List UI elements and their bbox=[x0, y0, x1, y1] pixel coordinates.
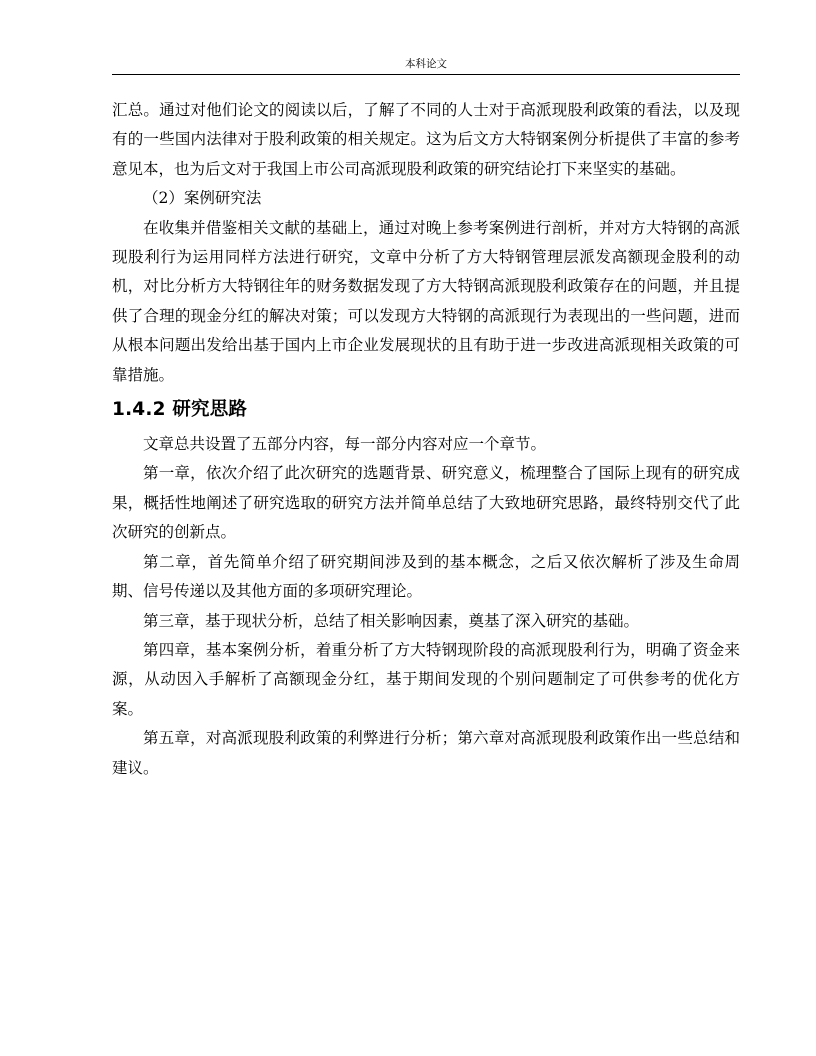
running-header: 本科论文 bbox=[405, 58, 447, 70]
section-heading-research-approach: 1.4.2 研究思路 bbox=[112, 399, 248, 421]
paragraph-chapter-five-six: 第五章，对高派现股利政策的利弊进行分析；第六章对高派现股利政策作出一些总结和建议。 bbox=[112, 729, 740, 777]
paragraph-overview: 文章总共设置了五部分内容，每一部分内容对应一个章节。 bbox=[143, 435, 547, 454]
paragraph-chapter-two: 第二章，首先简单介绍了研究期间涉及到的基本概念，之后又依次解析了涉及生命周期、信号传递以及其他方面的多项研究理论。 bbox=[112, 552, 740, 601]
paragraph-chapter-four: 第四章，基本案例分析，着重分析了方大特钢现阶段的高派现股利行为，明确了资金来源，从动因入手解析了高额现金分红，基于期间发现的个别问题制定了可供参考的优化方案。 bbox=[112, 640, 740, 718]
header-rule bbox=[112, 74, 740, 75]
paragraph-case-study: 在收集并借鉴相关文献的基础上，通过对晚上参考案例进行剖析，并对方大特钢的高派现股利行为运用同样方法进行研究，文章中分析了方大特钢管理层派发高额现金股利的动机，对比分析方大特钢往年的财务数据发现了方大特钢高派现股利政策存在的问题，并且提供了合理的现金分红的解决对策；可以发现方大特钢的高派现行为表现出的一些问题，进而从根本问题出发给出基于国内上市企业发展现状的且有助于进一步改进高派现相关政策的可靠措施。 bbox=[112, 218, 740, 384]
paragraph-chapter-one: 第一章，依次介绍了此次研究的选题背景、研究意义，梳理整合了国际上现有的研究成果，概括性地阐述了研究选取的研究方法并简单总结了大致地研究思路，最终特别交代了此次研究的创新点。 bbox=[112, 464, 740, 542]
document-body bbox=[112, 96, 740, 783]
paragraph-summary: 汇总。通过对他们论文的阅读以后，了解了不同的人士对于高派现股利政策的看法，以及现有的一些国内法律对于股利政策的相关规定。这为后文方大特钢案例分析提供了丰富的参考意见本，也为后文对于我国上市公司高派现股利政策的研究结论打下来坚实的基础。 bbox=[112, 101, 740, 178]
subsection-case-study-method: （2）案例研究法 bbox=[143, 189, 262, 208]
paragraph-chapter-three: 第三章，基于现状分析，总结了相关影响因素，奠基了深入研究的基础。 bbox=[143, 611, 640, 630]
